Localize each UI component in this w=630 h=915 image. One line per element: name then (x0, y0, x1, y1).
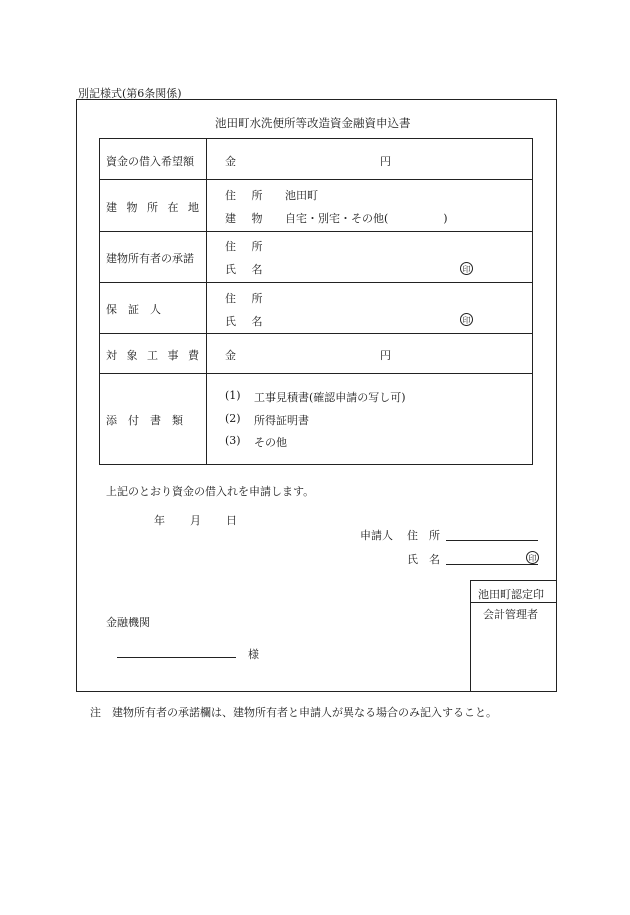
attachment-number: (2) (225, 412, 241, 425)
building-type-options: 自宅・別宅・その他( ) (285, 212, 448, 225)
guarantor-seal-mark: 印 (460, 313, 473, 326)
owner-address-label: 住 所 (225, 240, 269, 253)
applicant-address-label: 住 所 (407, 529, 440, 542)
target-cost-prefix: 金 (225, 349, 236, 362)
guarantor-label: 保 証 人 (106, 303, 161, 316)
applicant-name-line (446, 564, 538, 565)
table-column-divider (206, 138, 207, 465)
applicant-address-line (446, 540, 538, 541)
loan-amount-label: 資金の借入希望額 (106, 155, 194, 168)
approval-box-divider (470, 602, 557, 603)
application-statement: 上記のとおり資金の借入れを申請します。 (106, 485, 315, 498)
building-type-label: 建 物 (225, 212, 269, 225)
attachment-number: (3) (225, 434, 241, 447)
row-divider (99, 333, 533, 334)
attachment-number: (1) (225, 389, 241, 402)
financial-institution-honorific: 様 (248, 648, 259, 661)
financial-institution-line (117, 657, 236, 658)
attachment-text: その他 (254, 436, 287, 449)
target-cost-unit: 円 (380, 349, 391, 362)
approval-box-role: 会計管理者 (483, 608, 538, 621)
owner-seal-mark: 印 (460, 262, 473, 275)
attachments-label: 添 付 書 類 (106, 414, 183, 427)
applicant-label: 申請人 (360, 529, 393, 542)
form-title: 池田町水洗便所等改造資金融資申込書 (215, 116, 411, 130)
guarantor-name-label: 氏 名 (225, 315, 269, 328)
row-divider (99, 282, 533, 283)
row-divider (99, 373, 533, 374)
attachment-text: 工事見積書(確認申請の写し可) (254, 391, 406, 404)
building-location-label: 建 物 所 在 地 (106, 201, 202, 214)
form-footnote: 注 建物所有者の承諾欄は、建物所有者と申請人が異なる場合のみ記入すること。 (90, 706, 497, 719)
guarantor-address-label: 住 所 (225, 292, 269, 305)
row-divider (99, 179, 533, 180)
date-month-label: 月 (190, 514, 201, 527)
form-header-note: 別記様式(第6条関係) (78, 87, 182, 100)
building-address-label: 住 所 (225, 189, 269, 202)
target-cost-label: 対 象 工 事 費 (106, 349, 202, 362)
row-divider (99, 231, 533, 232)
financial-institution-label: 金融機関 (106, 616, 150, 629)
date-day-label: 日 (226, 514, 237, 527)
owner-name-label: 氏 名 (225, 263, 269, 276)
owner-consent-label: 建物所有者の承諾 (106, 252, 194, 265)
applicant-seal-mark: 印 (526, 551, 539, 564)
date-year-label: 年 (154, 514, 165, 527)
applicant-name-label: 氏 名 (407, 553, 440, 566)
attachment-text: 所得証明書 (254, 414, 309, 427)
loan-amount-unit: 円 (380, 155, 391, 168)
loan-amount-prefix: 金 (225, 155, 236, 168)
approval-box-title: 池田町認定印 (478, 588, 544, 601)
building-address-value: 池田町 (285, 189, 318, 202)
